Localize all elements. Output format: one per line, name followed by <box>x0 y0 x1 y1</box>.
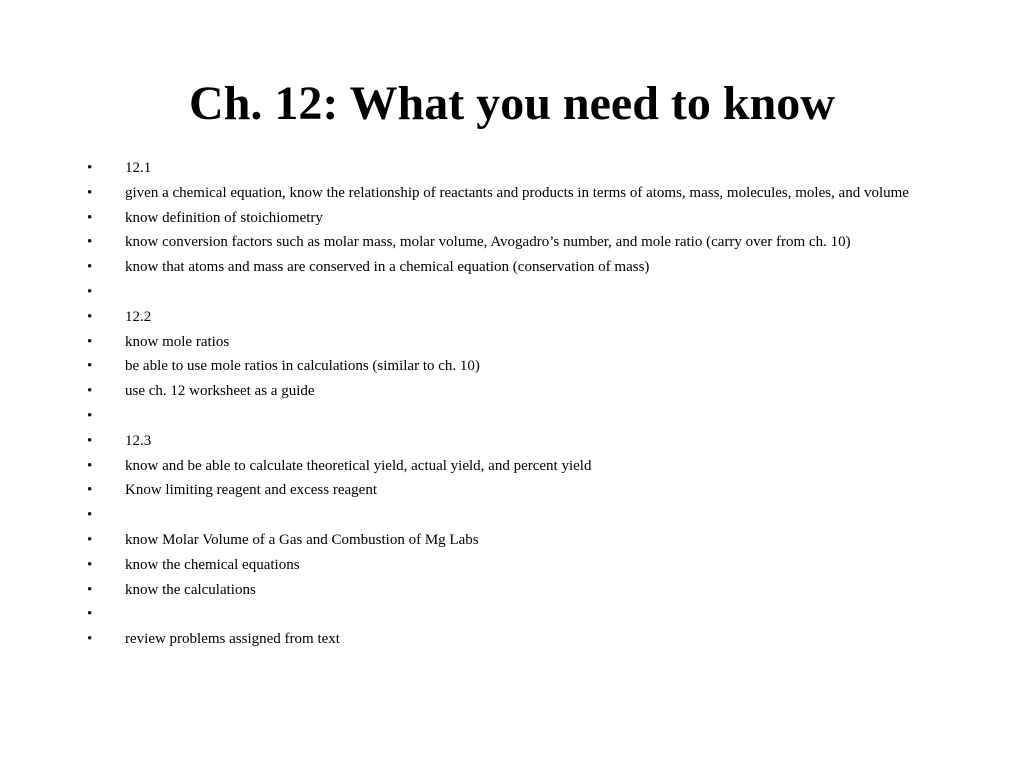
bullet-dot-icon: • <box>87 407 93 424</box>
list-item-text <box>125 604 944 624</box>
bullet-dot-icon: • <box>87 383 93 400</box>
list-item-empty <box>0 406 1024 426</box>
bullet-dot-icon: • <box>87 209 93 226</box>
list-item-text: know Molar Volume of a Gas and Combustion of Mg Labs <box>125 531 479 548</box>
list-item-empty <box>0 604 1024 624</box>
list-item <box>0 480 1024 500</box>
list-item-text: know conversion factors such as molar mass, molar volume, Avogadro’s number, and mole ratio (carry over from ch. 10) <box>125 234 851 251</box>
list-item-text: know the chemical equations <box>125 556 300 573</box>
list-item <box>0 158 1024 178</box>
list-item-text: 12.1 <box>125 160 152 176</box>
list-item-text: know mole ratios <box>125 333 230 350</box>
list-item <box>0 431 1024 451</box>
slide-title: Ch. 12: What you need to know <box>189 77 835 130</box>
bullet-dot-icon: • <box>87 160 93 176</box>
list-item <box>0 580 1024 600</box>
list-item-text: review problems assigned from text <box>125 631 340 648</box>
list-item-text <box>125 282 944 302</box>
list-item <box>0 381 1024 401</box>
list-item <box>0 208 1024 228</box>
bullet-dot-icon: • <box>87 507 93 524</box>
bullet-dot-icon: • <box>87 556 93 573</box>
bullet-dot-icon: • <box>87 283 93 300</box>
list-item <box>0 307 1024 327</box>
list-item <box>0 530 1024 550</box>
list-item-text: know that atoms and mass are conserved in a chemical equation (conservation of mass) <box>125 259 650 276</box>
list-item <box>0 232 1024 252</box>
list-item <box>0 629 1024 649</box>
list-item-text: 12.3 <box>125 432 152 449</box>
list-item <box>0 332 1024 352</box>
bullet-dot-icon: • <box>87 531 93 548</box>
list-item-text: Know limiting reagent and excess reagent <box>125 482 377 499</box>
list-item <box>0 257 1024 277</box>
list-item <box>0 356 1024 376</box>
bullet-dot-icon: • <box>87 234 93 251</box>
bullet-dot-icon: • <box>87 358 93 375</box>
list-item-text: given a chemical equation, know the relationship of reactants and products in terms of atoms, mass, molecules, moles, and volume <box>125 184 909 201</box>
list-item-empty <box>0 505 1024 525</box>
bullet-dot-icon: • <box>87 333 93 350</box>
list-item-text: be able to use mole ratios in calculations (similar to ch. 10) <box>125 358 480 375</box>
bullet-dot-icon: • <box>87 308 93 325</box>
list-item-text: know definition of stoichiometry <box>125 209 323 226</box>
bullet-dot-icon: • <box>87 606 93 623</box>
bullet-dot-icon: • <box>87 259 93 276</box>
bullet-dot-icon: • <box>87 184 93 201</box>
list-item <box>0 555 1024 575</box>
bullet-dot-icon: • <box>87 581 93 598</box>
list-item-text: know the calculations <box>125 581 256 598</box>
list-item <box>0 456 1024 476</box>
list-item-text: 12.2 <box>125 308 152 325</box>
list-item-text <box>125 406 944 426</box>
bullet-dot-icon: • <box>87 482 93 499</box>
bullet-dot-icon: • <box>87 457 93 474</box>
list-item-text <box>125 505 944 525</box>
list-item <box>0 183 1024 203</box>
bullet-list <box>0 158 1024 654</box>
list-item-empty <box>0 282 1024 302</box>
list-item-text: know and be able to calculate theoretical yield, actual yield, and percent yield <box>125 457 592 474</box>
list-item-text: use ch. 12 worksheet as a guide <box>125 383 315 400</box>
bullet-dot-icon: • <box>87 432 93 449</box>
bullet-dot-icon: • <box>87 631 93 648</box>
